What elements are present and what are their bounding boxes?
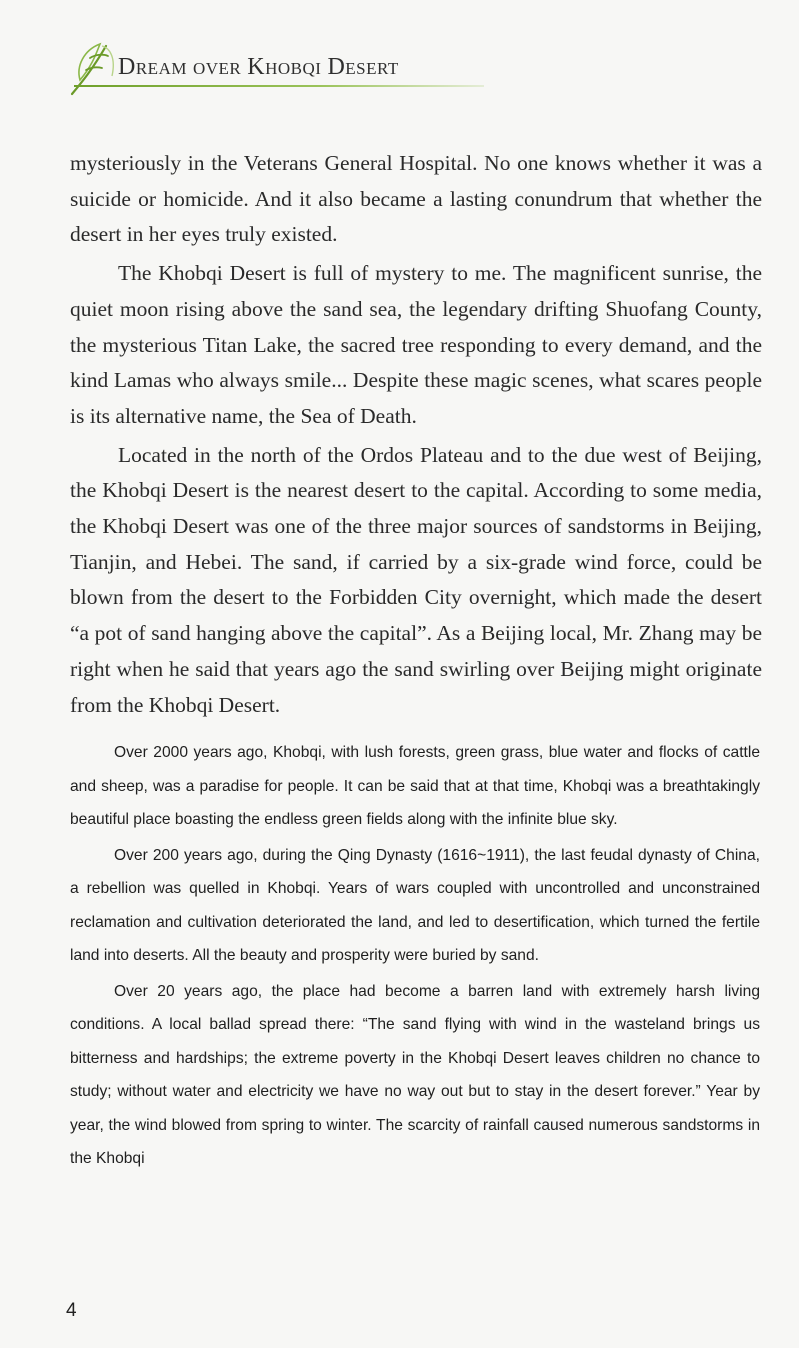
header-rule xyxy=(74,85,484,87)
header-word: DESERT xyxy=(327,54,399,80)
sidebar-paragraph: Over 2000 years ago, Khobqi, with lush forests, green grass, blue water and flocks of cattle and sheep, was a paradise for people. It can be said that at that time, Khobqi was a breathtakingly beautiful place boasting the endless green fields along with the infinite blue sky. xyxy=(70,744,760,828)
body-paragraph: mysteriously in the Veterans General Hospital. No one knows whether it was a suicide or homicide. And it also became a lasting conundrum that whether the desert in her eyes truly existed. xyxy=(70,151,762,247)
page-number: 4 xyxy=(66,1300,77,1321)
header-word: DREAM xyxy=(118,54,187,80)
main-text xyxy=(70,146,762,726)
body-paragraph: The Khobqi Desert is full of mystery to me. The magnificent sunrise, the quiet moon rising above the sand sea, the legendary drifting Shuofang County, the mysterious Titan Lake, the sacred tree responding to every demand, and the kind Lamas who always smile... Despite these magic scenes, what scares people is its alternative name, the Sea of Death. xyxy=(70,261,762,428)
sidebar-paragraph: Over 20 years ago, the place had become a barren land with extremely harsh living conditions. A local ballad spread there: “The sand flying with wind in the wasteland brings us bitterness and hardships; the extreme poverty in the Khobqi Desert leaves children no chance to study; without water and electricity we have no way out but to stay in the desert forever.” Year by year, the wind blowed from spring to winter. The scarcity of rainfall caused numerous sandstorms in the Khobqi xyxy=(70,982,760,1167)
sidebar-text xyxy=(70,736,760,1178)
running-header-title xyxy=(118,54,399,81)
sidebar-paragraph: Over 200 years ago, during the Qing Dynasty (1616~1911), the last feudal dynasty of China, a rebellion was quelled in Khobqi. Years of wars coupled with uncontrolled and unconstrained reclamation and cultivation deteriorated the land, and led to desertification, which turned the fertile land into deserts. All the beauty and prosperity were buried by sand. xyxy=(70,846,760,964)
header-word: OVER xyxy=(192,59,242,78)
running-header xyxy=(66,30,486,100)
leaf-logo-icon xyxy=(66,36,126,96)
header-word: KHOBQI xyxy=(247,54,322,80)
body-paragraph: Located in the north of the Ordos Plateau and to the due west of Beijing, the Khobqi Desert is the nearest desert to the capital. According to some media, the Khobqi Desert was one of the three major sources of sandstorms in Beijing, Tianjin, and Hebei. The sand, if carried by a six-grade wind force, could be blown from the desert to the Forbidden City overnight, which made the desert “a pot of sand hanging above the capital”. As a Beijing local, Mr. Zhang may be right when he said that years ago the sand swirling over Beijing might originate from the Khobqi Desert. xyxy=(70,442,762,717)
